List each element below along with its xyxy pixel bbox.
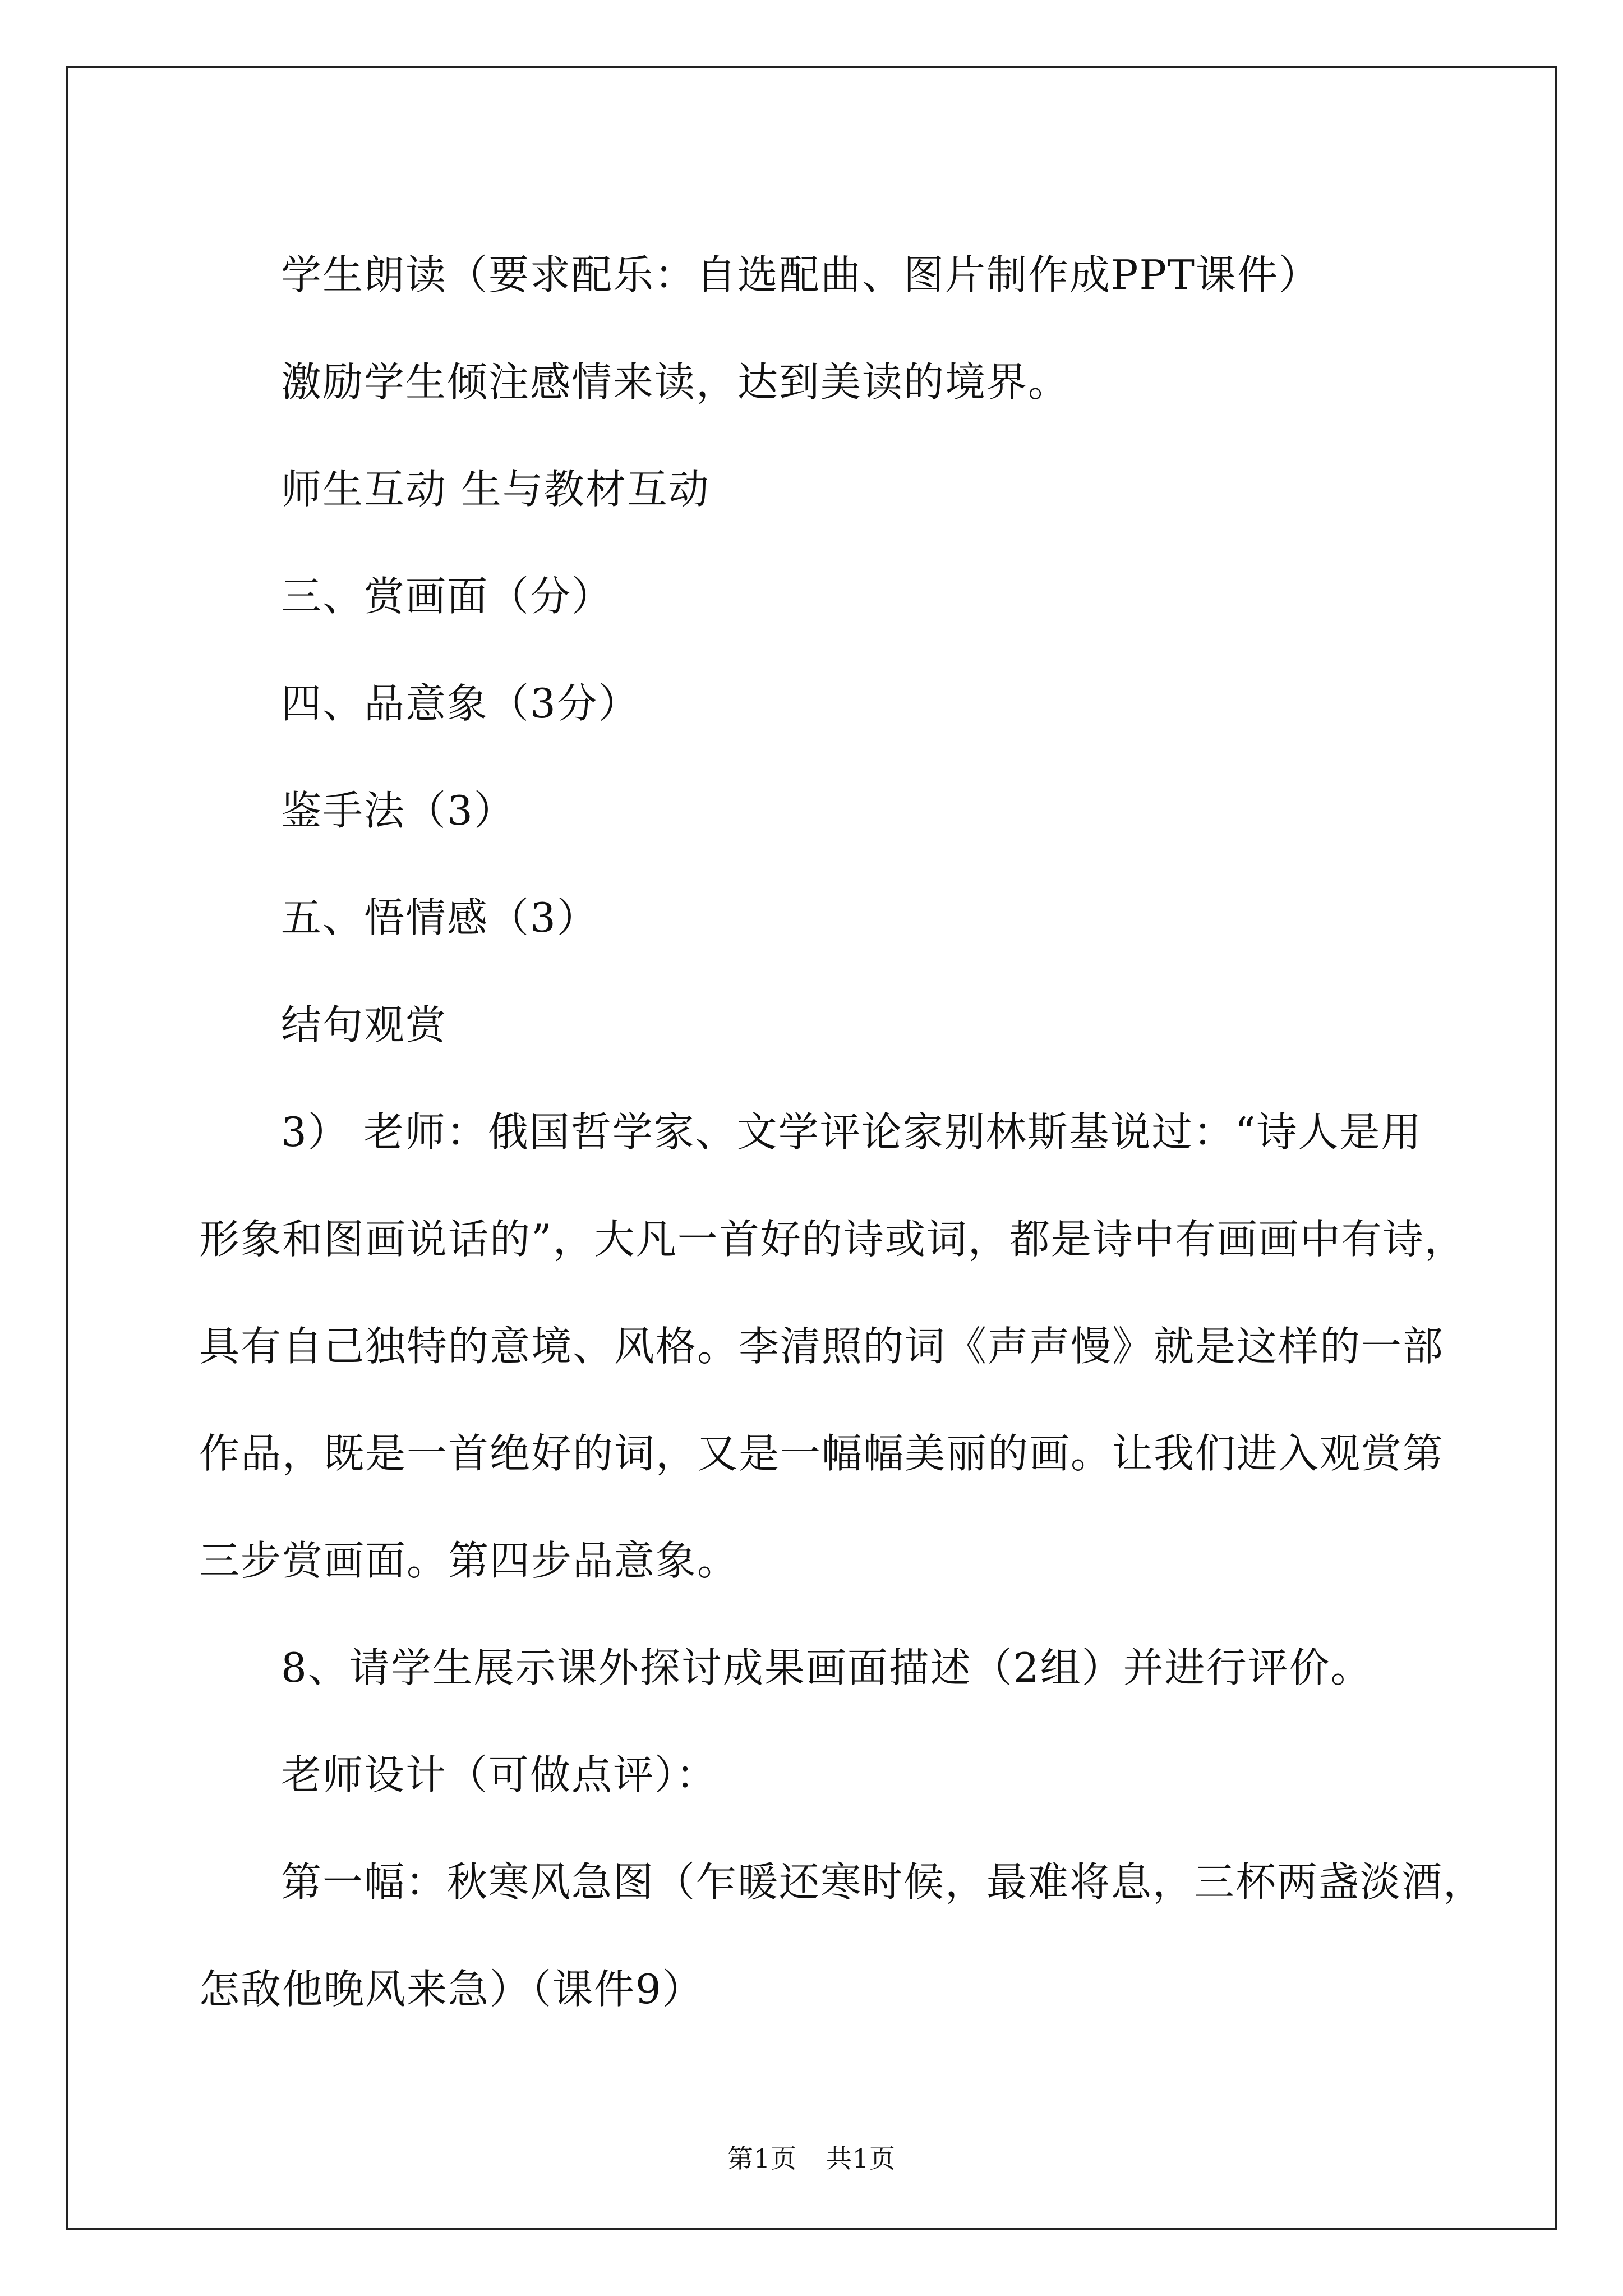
paragraph: 怎敌他晚风来急）（课件9） xyxy=(199,1966,704,2013)
page-number: 第1页 xyxy=(727,2143,797,2174)
paragraph: 具有自己独特的意境、风格。李清照的词《声声慢》就是这样的一部 xyxy=(199,1323,1445,1370)
paragraph: 师生互动 生与教材互动 xyxy=(281,466,710,513)
paragraph: 老师设计（可做点评）： xyxy=(281,1751,718,1798)
paragraph: 3） 老师：俄国哲学家、文学评论家别林斯基说过：“诗人是用 xyxy=(281,1108,1423,1156)
paragraph: 三、赏画面（分） xyxy=(281,573,614,620)
document-body xyxy=(199,222,1485,2043)
paragraph: 四、品意象（3分） xyxy=(281,680,640,727)
paragraph: 五、悟情感（3） xyxy=(281,894,598,941)
paragraph: 三步赏画面。第四步品意象。 xyxy=(199,1537,739,1584)
page-footer xyxy=(0,2142,1623,2175)
paragraph: 鉴手法（3） xyxy=(281,787,515,834)
paragraph: 结句观赏 xyxy=(281,1001,448,1048)
paragraph: 激励学生倾注感情来读，达到美读的境界。 xyxy=(281,358,1070,406)
paragraph: 作品，既是一首绝好的词，又是一幅幅美丽的画。让我们进入观赏第 xyxy=(199,1430,1445,1477)
paragraph: 形象和图画说话的”，大凡一首好的诗或词，都是诗中有画画中有诗， xyxy=(199,1216,1466,1263)
page-total: 共1页 xyxy=(826,2143,896,2174)
paragraph: 8、请学生展示课外探讨成果画面描述（2组）并进行评价。 xyxy=(281,1644,1372,1691)
paragraph: 学生朗读（要求配乐：自选配曲、图片制作成PPT课件） xyxy=(281,251,1320,298)
paragraph: 第一幅：秋寒风急图（乍暖还寒时候，最难将息，三杯两盏淡酒， xyxy=(281,1858,1485,1906)
